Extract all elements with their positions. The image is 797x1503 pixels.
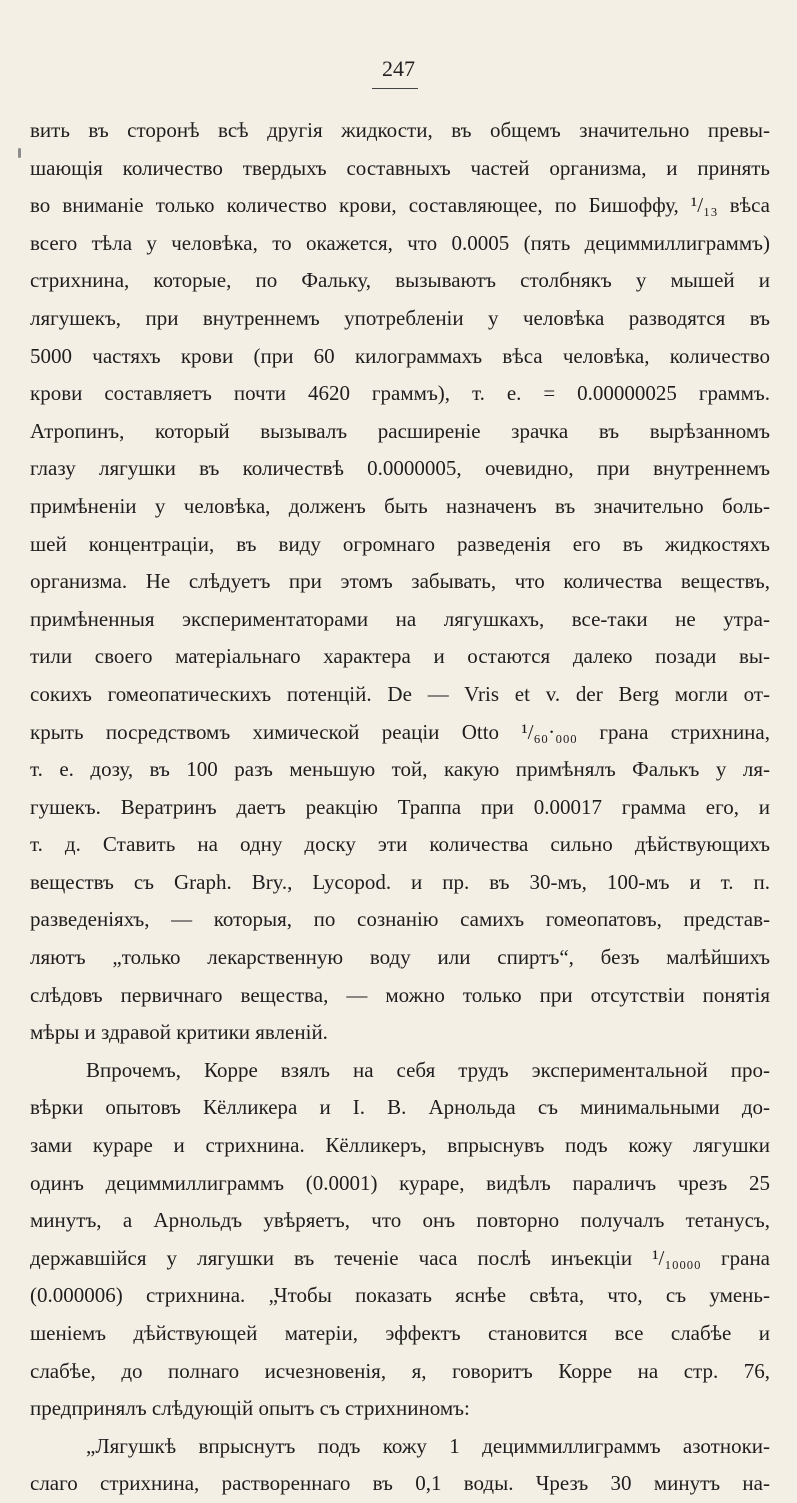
- text-line: веществъ съ Graph. Bry., Lycopod. и пр. въ 30-мъ, 100-мъ и т. п.: [30, 869, 770, 894]
- text-line: т. д. Ставить на одну доску эти количества сильно дѣйствующихъ: [30, 832, 770, 857]
- text-line: шей концентраціи, въ виду огромнаго разведенія его въ жидкостяхъ: [30, 531, 770, 556]
- text-line: слабѣе, до полнаго исчезновенія, я, говоритъ Корре на стр. 76,: [30, 1358, 770, 1383]
- text-line: державшійся у лягушки въ теченіе часа послѣ инъекціи ¹/₁₀₀₀₀ грана: [30, 1245, 770, 1270]
- text-line: слѣдовъ первичнаго вещества, — можно только при отсутствіи понятія: [30, 982, 770, 1007]
- text-line: одинъ дециммиллиграммъ (0.0001) кураре, видѣлъ параличъ чрезъ 25: [30, 1170, 770, 1195]
- text-line: гушекъ. Вератринъ даетъ реакцію Траппа при 0.00017 грамма его, и: [30, 794, 770, 819]
- text-line: минутъ, а Арнольдъ увѣряетъ, что онъ повторно получалъ тетанусъ,: [30, 1208, 770, 1233]
- text-line: шеніемъ дѣйствующей матеріи, эффектъ становится все слабѣе и: [30, 1321, 770, 1345]
- text-line: разведеніяхъ, — которыя, по сознанію самихъ гомеопатовъ, представ-: [30, 907, 770, 932]
- page-number: 247: [382, 56, 415, 81]
- text-line: организма. Не слѣдуетъ при этомъ забывать, что количества веществъ,: [30, 569, 770, 594]
- text-line: т. е. дозу, въ 100 разъ меньшую той, какую примѣнялъ Фалькъ у ля-: [30, 757, 770, 782]
- text-line: крыть посредствомъ химической реаціи Otto ¹/₆₀·₀₀₀ грана стрихнина,: [30, 719, 770, 744]
- margin-mark: [18, 148, 21, 158]
- text-line: лягушекъ, при внутреннемъ употребленіи у человѣка разводятся въ: [30, 305, 770, 330]
- text-line: вить въ сторонѣ всѣ другія жидкости, въ общемъ значительно превы-: [30, 118, 770, 142]
- text-line: примѣненіи у человѣка, долженъ быть назначенъ въ значительно боль-: [30, 493, 770, 518]
- text-line: (0.000006) стрихнина. „Чтобы показать яснѣе свѣта, что, съ умень-: [30, 1283, 770, 1308]
- text-line: примѣненныя экспериментаторами на лягушкахъ, все-таки не утра-: [30, 606, 770, 631]
- text-line: всего тѣла у человѣка, то окажется, что 0.0005 (пять дециммиллиграммъ): [30, 230, 770, 255]
- text-line: предпринялъ слѣдующій опытъ съ стрихниномъ:: [30, 1396, 470, 1421]
- text-line: „Лягушкѣ впрыснутъ подъ кожу 1 дециммиллиграммъ азотноки-: [86, 1433, 770, 1458]
- text-line: 5000 частяхъ крови (при 60 килограммахъ вѣса человѣка, количество: [30, 343, 770, 368]
- text-line: Атропинъ, который вызывалъ расширеніе зрачка въ вырѣзанномъ: [30, 418, 770, 443]
- page-number-rule: [372, 88, 418, 89]
- text-line: глазу лягушки въ количествѣ 0.0000005, очевидно, при внутреннемъ: [30, 456, 770, 481]
- text-line: слаго стрихнина, раствореннаго въ 0,1 воды. Чрезъ 30 минутъ на-: [30, 1471, 770, 1496]
- text-line: крови составляетъ почти 4620 граммъ), т. е. = 0.00000025 граммъ.: [30, 381, 770, 406]
- text-line: зами кураре и стрихнина. Кёлликеръ, впрыснувъ подъ кожу лягушки: [30, 1133, 770, 1158]
- text-line: тили своего матеріальнаго характера и остаются далеко позади вы-: [30, 644, 770, 669]
- text-line: ляютъ „только лекарственную воду или спиртъ“, безъ малѣйшихъ: [30, 945, 770, 970]
- text-line: сокихъ гомеопатическихъ потенцій. De — Vris et v. der Berg могли от-: [30, 681, 770, 706]
- text-line: Впрочемъ, Корре взялъ на себя трудъ экспериментальной про-: [86, 1057, 770, 1082]
- body-text: [30, 112, 770, 1503]
- text-line: шающія количество твердыхъ составныхъ частей организма, и принять: [30, 155, 770, 180]
- text-line: стрихнина, которые, по Фальку, вызываютъ столбнякъ у мышей и: [30, 268, 770, 293]
- text-line: мѣры и здравой критики явленій.: [30, 1020, 328, 1045]
- text-line: вѣрки опытовъ Кёлликера и I. B. Арнольда съ минимальными до-: [30, 1095, 770, 1120]
- text-line: во вниманіе только количество крови, составляющее, по Бишоффу, ¹/₁₃ вѣса: [30, 193, 770, 218]
